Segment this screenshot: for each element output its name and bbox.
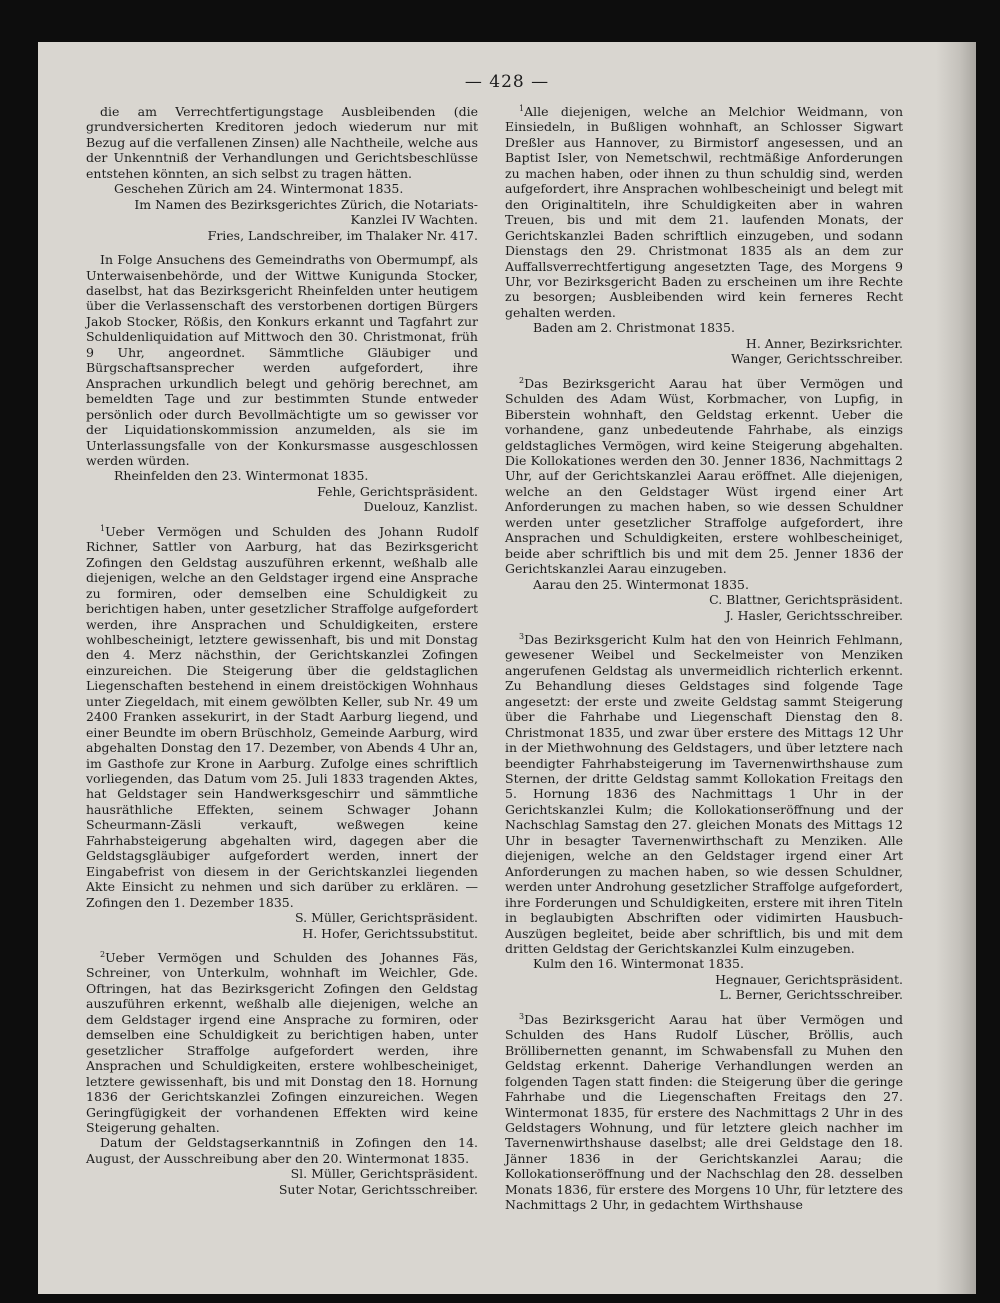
- notice-entry: [505, 376, 903, 623]
- notice-paragraph: $^2$Ueber Vermögen und Schulden des Johannes Fäs, Schreiner, von Unterkulm, wohnhaft im Weichler, Gde. Oftringen, hat das Bezirksgericht Zofingen den Geldstag auszuführen erkennt, weßhalb alle diejenigen, welche an dem Geldstager irgend eine Ansprache zu formiren, oder demselben eine Schuldigkeit zu berichtigen haben, unter gesetzlicher Straffolge aufgefordert werden, ihre Ansprachen und Schuldigkeiten, erstere wohlbescheiniget, letztere gewissenhaft, bis und mit Donstag den 18. Hornung 1836 der Gerichtskanzlei Zofingen einzureichen. Wegen Geringfügigkeit der vorhandenen Effekten wird keine Steigerung gehalten.: [86, 949, 478, 1135]
- notice-dateline: Rheinfelden den 23. Wintermonat 1835.: [114, 468, 369, 484]
- notice-paragraph: In Folge Ansuchens des Gemeindraths von Obermumpf, als Unterwaisenbehörde, und der Wittwe Kunigunda Stocker, daselbst, hat das Bezirksgericht Rheinfelden unter heutigem über die Verlassenschaft des verstorbenen dortigen Bürgers Jakob Stocker, Rößis, den Konkurs erkannt und Tagfahrt zur Schuldenliquidation auf Mittwoch den 30. Christmonat, früh 9 Uhr, angeordnet. Sämmtliche Gläubiger und Bürgschaftsansprecher werden aufgefordert, ihre Ansprachen urkundlich belegt und gehörig berechnet, am bemeldten Tage und zur bestimmten Stunde entweder persönlich oder durch Bevollmächtigte um so gewisser vor der Liquidationskommission anzumelden, als sie im Unterlassungsfalle von der Konkursmasse ausgeschlossen werden würden.: [86, 252, 478, 468]
- notice-paragraph: $^2$Das Bezirksgericht Aarau hat über Vermögen und Schulden des Adam Wüst, Korbmacher, von Lupfig, in Biberstein wohnhaft, den Geldstag erkennt. Ueber die vorhandene, ganz unbedeutende Fahrhabe, als einzigs geldstagliches Vermögen, wird keine Steigerung abgehalten. Die Kollokationes werden den 30. Jenner 1836, Nachmittags 2 Uhr, auf der Gerichtskanzlei Aarau eröffnet. Alle diejenigen, welche an den Geldstager Wüst irgend einer Art Anforderungen zu machen haben, so wie dessen Schuldner werden unter gesetzlicher Straffolge aufgefordert, ihre Ansprachen und Schuldigkeiten, erstere wohlbescheiniget, beide aber schriftlich bis und mit dem 25. Jenner 1836 der Gerichtskanzlei Aarau einzugeben.: [505, 375, 903, 577]
- notice-paragraph: die am Verrechtfertigungstage Ausbleibenden (die grundversicherten Kreditoren jedoch wiederum nur mit Bezug auf die verfallenen Zinsen) alle Nachtheile, welche aus der Unkenntniß der Verhandlungen und Gerichtsbeschlüsse entstehen könnten, an sich selbst zu tragen hätten.: [86, 104, 478, 181]
- notice-signature: Im Namen des Bezirksgerichtes Zürich, die Notariats-Kanzlei IV Wachten.: [134, 196, 478, 228]
- notice-marker: 1: [100, 523, 106, 533]
- notice-signature: Fries, Landschreiber, im Thalaker Nr. 417.: [207, 227, 478, 243]
- notice-signature: H. Anner, Bezirksrichter.: [745, 335, 903, 351]
- notice-signature: L. Berner, Gerichtsschreiber.: [719, 987, 903, 1003]
- notice-signature: J. Hasler, Gerichtsschreiber.: [725, 607, 903, 623]
- notice-signature: S. Müller, Gerichtspräsident.: [295, 910, 478, 926]
- notice-marker: 2: [100, 949, 106, 959]
- notice-marker: 1: [519, 103, 525, 113]
- notice-signature: Suter Notar, Gerichtsschreiber.: [278, 1181, 478, 1197]
- notice-marker: 2: [519, 375, 525, 385]
- notice-signature: C. Blattner, Gerichtspräsident.: [709, 592, 903, 608]
- notice-dateline: Baden am 2. Christmonat 1835.: [533, 320, 735, 336]
- notice-signature: Hegnauer, Gerichtspräsident.: [715, 971, 903, 987]
- notice-dateline: Geschehen Zürich am 24. Wintermonat 1835.: [114, 181, 404, 197]
- notice-entry: [86, 104, 478, 243]
- left-column: [86, 104, 478, 1206]
- notice-marker: 3: [519, 631, 525, 641]
- notice-signature: Fehle, Gerichtspräsident.: [317, 483, 478, 499]
- right-column: [505, 104, 903, 1222]
- notice-paragraph: $^1$Alle diejenigen, welche an Melchior Weidmann, von Einsiedeln, in Bußligen wohnhaft, an Schlosser Sigwart Dreßler aus Hannover, zu Birmistorf angesessen, und an Baptist Isler, von Nemetschwil, rechtmäßige Anforderungen zu machen haben, oder ihnen zu thun schuldig sind, werden aufgefordert, ihre Ansprachen wohlbescheinigt und belegt mit den Originaltiteln, ihre Schuldigkeiten aber in wahren Treuen, bis und mit dem 21. laufenden Monats, der Gerichtskanzlei Baden schriftlich einzugeben, und sodann Dienstags den 29. Christmonat 1835 als an dem zur Auffallsverrechtfertigung angesetzten Tage, des Morgens 9 Uhr, vor Bezirksgericht Baden zu erscheinen um ihre Rechte zu besorgen; Ausbleibenden wird kein ferneres Recht gehalten werden.: [505, 103, 903, 320]
- notice-signature: Wanger, Gerichtsschreiber.: [731, 351, 903, 367]
- notice-entry: [86, 252, 478, 515]
- page-spine-shadow: [936, 42, 976, 1294]
- notice-entry: [505, 632, 903, 1003]
- page-number: — 428 —: [464, 72, 550, 92]
- newspaper-page: [38, 42, 976, 1294]
- notice-entry: [505, 1012, 903, 1213]
- notice-signature: Duelouz, Kanzlist.: [363, 499, 478, 515]
- notice-paragraph: $^3$Das Bezirksgericht Aarau hat über Vermögen und Schulden des Hans Rudolf Lüscher, Bröllis, auch Bröllibernetten genannt, im Schwabensfall zu Muhen den Geldstag erkennt. Daherige Verhandlungen werden an folgenden Tagen statt finden: die Steigerung über die geringe Fahrhabe und die Liegenschaften Freitags den 27. Wintermonat 1835, für erstere des Nachmittags 2 Uhr in des Geldstagers Wohnung, und für letztere gleich nachher im Tavernenwirthshause daselbst; alle drei Geldstage den 18. Jänner 1836 in der Gerichtskanzlei Aarau; die Kollokationseröffnung und der Nachschlag den 28. desselben Monats 1836, für erstere des Morgens 10 Uhr, für letztere des Nachmittags 2 Uhr, in gedachtem Wirthshause: [505, 1011, 903, 1213]
- notice-entry: [86, 950, 478, 1197]
- notice-paragraph: $^3$Das Bezirksgericht Kulm hat den von Heinrich Fehlmann, gewesener Weibel und Seckelmeister von Menziken angerufenen Geldstag als unvermeidlich richterlich erkennt. Zu Behandlung dieses Geldstages sind folgende Tage angesetzt: der erste und zweite Geldstag sammt Steigerung über die Fahrhabe und Liegenschaft Dienstag den 8. Christmonat 1835, und zwar über erstere des Mittags 12 Uhr in der Miethwohnung des Geldstagers, und über letztere nach beendigter Fahrhabsteigerung im Tavernenwirthshause zum Sternen, der dritte Geldstag sammt Kollokation Freitags den 5. Hornung 1836 des Nachmittags 1 Uhr in der Gerichtskanzlei Kulm; die Kollokationseröffnung und der Nachschlag Samstag den 27. gleichen Monats des Mittags 12 Uhr in besagter Tavernenwirthschaft zu Menziken. Alle diejenigen, welche an den Geldstager irgend einer Art Anforderungen zu machen haben, so wie dessen Schuldner, werden unter Androhung gesetzlicher Straffolge aufgefordert, ihre Forderungen und Schuldigkeiten, erstere mit ihren Titeln in beglaubigten Abschriften oder vidimirten Hausbuch-Auszügen begleitet, beide aber schriftlich, bis und mit dem dritten Geldstag der Gerichtskanzlei Kulm einzugeben.: [505, 631, 903, 957]
- notice-paragraph: Datum der Geldstagserkanntniß in Zofingen den 14. August, der Ausschreibung aber den 20. Wintermonat 1835.: [86, 1135, 478, 1166]
- notice-signature: Sl. Müller, Gerichtspräsident.: [290, 1166, 478, 1182]
- notice-dateline: Kulm den 16. Wintermonat 1835.: [533, 956, 744, 972]
- notice-signature: H. Hofer, Gerichtssubstitut.: [302, 925, 478, 941]
- notice-marker: 3: [519, 1011, 525, 1021]
- notice-dateline: Aarau den 25. Wintermonat 1835.: [533, 576, 749, 592]
- notice-entry: [505, 104, 903, 367]
- notice-paragraph: $^1$Ueber Vermögen und Schulden des Johann Rudolf Richner, Sattler von Aarburg, hat das Bezirksgericht Zofingen den Geldstag auszuführen erkennt, weßhalb alle diejenigen, welche an den Geldstager irgend eine Ansprache zu formiren, oder demselben eine Schuldigkeit zu berichtigen haben, unter gesetzlicher Straffolge aufgefordert werden, ihre Ansprachen und Schuldigkeiten, erstere wohlbescheinigt, letztere gewissenhaft, bis und mit Donstag den 4. Merz nächsthin, der Gerichtskanzlei Zofingen einzureichen. Die Steigerung über die geldstaglichen Liegenschaften bestehend in einem dreistöckigen Wohnhaus unter Ziegeldach, mit einem gewölbten Keller, sub Nr. 49 um 2400 Franken assekurirt, in der Stadt Aarburg liegend, und einer Beundte im obern Brüschholz, Gemeinde Aarburg, wird abgehalten Donstag den 17. Dezember, von Abends 4 Uhr an, im Gasthofe zur Krone in Aarburg. Zufolge eines schriftlich vorliegenden, das Datum vom 25. Juli 1833 tragenden Aktes, hat Geldstager sein Handwerksgeschirr und sämmtliche hausräthliche Effekten, seinem Schwager Johann Scheurmann-Zäsli verkauft, weßwegen keine Fahrhabsteigerung abgehalten wird, dagegen aber die Geldstagsgläubiger aufgefordert werden, innert der Eingabefrist von diesem in der Gerichtskanzlei liegenden Akte Einsicht zu nehmen und sich darüber zu erklären. — Zofingen den 1. Dezember 1835.: [86, 523, 478, 910]
- notice-entry: [86, 524, 478, 941]
